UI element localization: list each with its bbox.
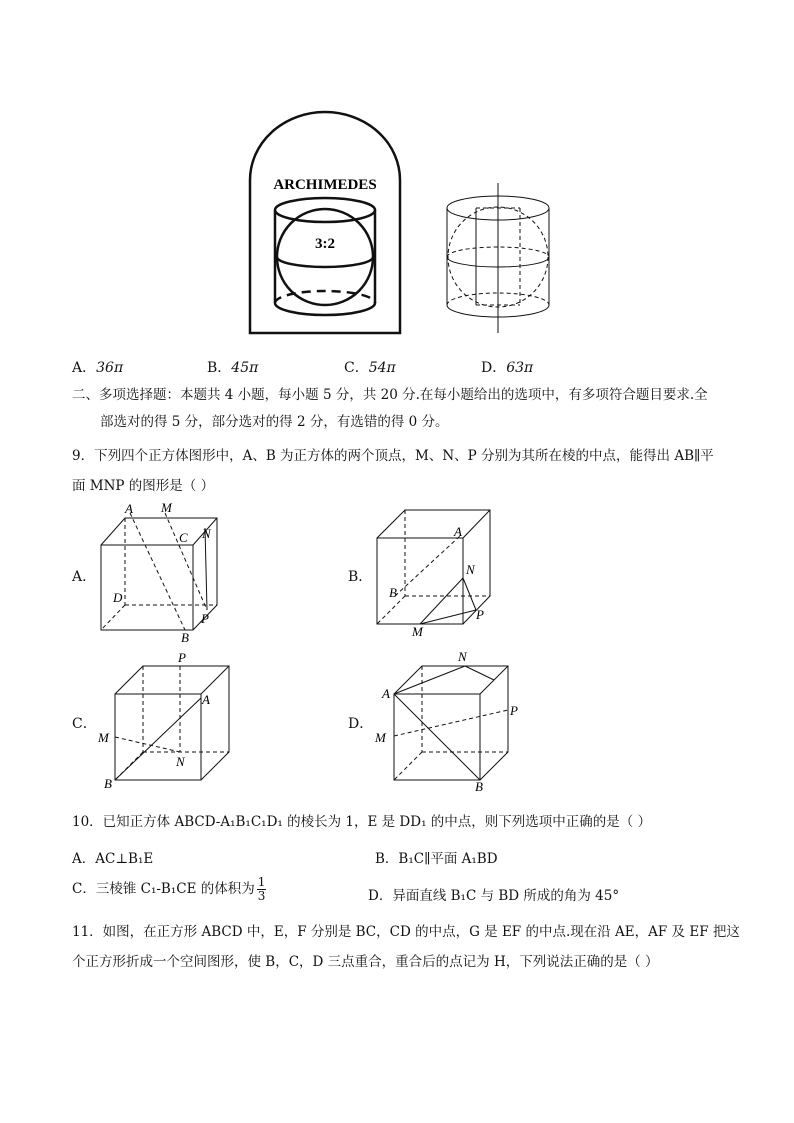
q9-option-b-letter: B．: [348, 569, 373, 585]
q10-stem: 10．已知正方体 ABCD-A₁B₁C₁D₁ 的棱长为 1，E 是 DD₁ 的中点，则下列选项中正确的是（ ）: [72, 814, 652, 830]
q8-option-a-value: 36π: [96, 360, 124, 376]
cube-b-label-n: N: [466, 562, 475, 577]
section2-scoring: 部选对的得 5 分，部分选对的得 2 分，有选错的得 0 分。: [100, 414, 449, 430]
cube-c-label-m: M: [98, 730, 109, 745]
cube-d-label-b: B: [475, 779, 483, 794]
cube-a-label-c: C: [179, 530, 188, 545]
q11-stem-line1: 11．如图，在正方形 ABCD 中，E，F 分别是 BC，CD 的中点，G 是 EF 的中点.现在沿 AE，AF 及 EF 把这: [72, 924, 740, 940]
cube-c-label-b: B: [104, 776, 112, 791]
q10-option-c: [72, 876, 266, 903]
q10-option-b: B．B₁C∥平面 A₁BD: [375, 851, 498, 867]
cube-a-label-m: M: [161, 500, 172, 515]
cube-c-label-a: A: [202, 692, 210, 707]
q8-option-c-letter: C．: [344, 360, 369, 376]
cube-c-diagram: [98, 650, 238, 795]
cube-b-label-b: B: [389, 585, 397, 600]
cube-a-diagram: [95, 498, 225, 648]
q10-option-c-text: C．三棱锥 C₁-B₁CE 的体积为: [72, 881, 255, 897]
q9-option-a-letter: A．: [72, 569, 97, 585]
q9-option-c-letter: C．: [72, 716, 97, 732]
fraction-numerator: 1: [257, 875, 266, 889]
cube-a-label-d: D: [113, 590, 123, 605]
cube-a-label-p: P: [201, 611, 209, 626]
cube-a-label-a: A: [125, 501, 133, 516]
q11-stem-line2: 个正方形折成一个空间图形，使 B，C，D 三点重合，重合后的点记为 H，下列说法正确的是（ ）: [72, 954, 659, 970]
q9-stem-line1: 9．下列四个正方体图形中，A、B 为正方体的两个顶点，M、N、P 分别为其所在棱的中点，能得出 AB∥平: [72, 448, 714, 464]
q8-option-d-letter: D．: [481, 360, 507, 376]
archimedes-figure: [240, 105, 560, 345]
fraction-denominator: 3: [257, 889, 266, 903]
cube-b-label-p: P: [476, 607, 484, 622]
ratio-label: 3:2: [315, 236, 335, 252]
cube-c-label-p: P: [178, 650, 186, 665]
q8-option-b-letter: B．: [207, 360, 232, 376]
cube-a-label-n: N: [202, 526, 211, 541]
q10-option-d: D．异面直线 B₁C 与 BD 所成的角为 45°: [368, 888, 620, 904]
q9-option-d-letter: D．: [348, 716, 374, 732]
cube-b-label-a: A: [454, 524, 462, 539]
q8-options: [72, 357, 533, 377]
cube-b-diagram: [370, 500, 505, 645]
cylinder-sphere-diagram: [447, 183, 549, 333]
cube-d-label-a: A: [382, 686, 390, 701]
arch-title: ARCHIMEDES: [273, 177, 377, 193]
section2-heading: 二、多项选择题：本题共 4 小题，每小题 5 分，共 20 分.在每小题给出的选项中，有多项符合题目要求.全: [72, 387, 708, 403]
cube-b-label-m: M: [412, 624, 423, 639]
q8-option-c-value: 54π: [368, 360, 396, 376]
q9-stem-line2: 面 MNP 的图形是（ ）: [72, 478, 215, 494]
q8-option-b-value: 45π: [231, 360, 259, 376]
cube-d-label-m: M: [375, 730, 386, 745]
cube-d-diagram: [372, 648, 532, 796]
q8-option-a-letter: A．: [72, 360, 97, 376]
cube-c-label-n: N: [176, 754, 185, 769]
cube-d-label-p: P: [510, 703, 518, 718]
q10-option-a: A．AC⊥B₁E: [72, 851, 154, 867]
q8-option-d-value: 63π: [506, 360, 534, 376]
cube-d-label-n: N: [458, 649, 467, 664]
cube-a-label-b: B: [181, 630, 189, 645]
fraction-one-third: [257, 876, 267, 903]
